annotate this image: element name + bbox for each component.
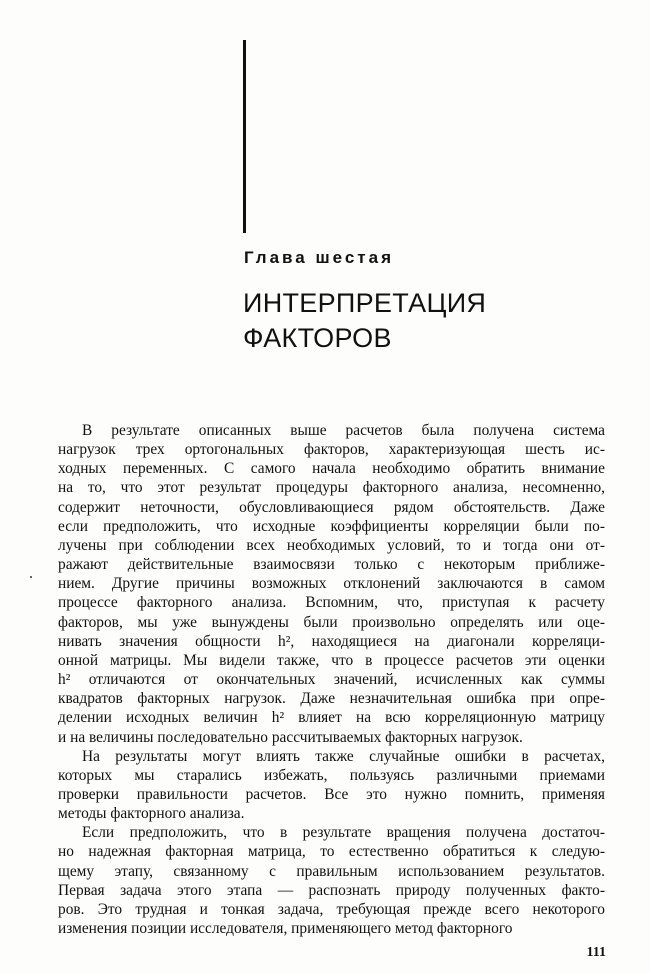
- text-line: ров. Это трудная и тонкая задача, требующая прежде всего некоторого: [58, 900, 605, 918]
- text-line: ражают действительные взаимосвязи только с некоторым приближе-: [58, 556, 605, 574]
- text-line: процессе факторного анализа. Вспомним, что, приступая к расчету: [58, 594, 605, 612]
- text-line: проверки правильности расчетов. Все это нужно помнить, применяя: [58, 785, 605, 803]
- text-line: но надежная факторная матрица, то естественно обратиться к следую-: [58, 843, 605, 861]
- text-line: лучены при соблюдении всех необходимых условий, то и тогда они от-: [58, 536, 605, 554]
- text-line: щему этапу, связанному с правильным использованием результатов.: [58, 862, 605, 880]
- chapter-vertical-rule: [243, 40, 246, 233]
- text-line: h² отличаются от окончательных значений, исчисленных как суммы: [58, 671, 605, 689]
- body-text: [58, 421, 605, 938]
- chapter-title: [243, 286, 486, 356]
- text-line: Первая задача этого этапа — распознать природу полученных факто-: [58, 881, 605, 899]
- paragraph: [58, 421, 605, 747]
- chapter-title-line: ФАКТОРОВ: [243, 323, 392, 353]
- chapter-label: Глава шестая: [244, 248, 395, 267]
- text-line: Если предположить, что в результате вращения получена достаточ-: [82, 824, 605, 842]
- text-line: на то, что этот результат процедуры факторного анализа, несомненно,: [58, 479, 605, 497]
- paragraph: [58, 823, 605, 938]
- text-line: На результаты могут влиять также случайные ошибки в расчетах,: [82, 747, 605, 765]
- text-line: нагрузок трех ортогональных факторов, характеризующая шесть ис-: [58, 441, 605, 459]
- text-line: В результате описанных выше расчетов была получена система: [82, 422, 605, 439]
- text-line: ходных переменных. С самого начала необходимо обратить внимание: [58, 460, 605, 478]
- text-line: если предположить, что исходные коэффициенты корреляции были по-: [58, 517, 605, 535]
- margin-mark: [30, 576, 32, 578]
- text-line: и на величины последовательно рассчитываемых факторных нагрузок.: [58, 728, 523, 746]
- text-line: методы факторного анализа.: [58, 805, 245, 823]
- text-line: содержит неточности, обусловливающиеся рядом обстоятельств. Даже: [58, 498, 605, 516]
- text-line: изменения позиции исследователя, применяющего метод факторного: [58, 920, 513, 938]
- text-line: онной матрицы. Мы видели также, что в процессе расчетов эти оценки: [58, 651, 605, 669]
- text-line: квадратов факторных нагрузок. Даже незначительная ошибка при опре-: [58, 690, 605, 708]
- paragraph: [58, 747, 605, 824]
- page-number: 111: [586, 945, 606, 960]
- chapter-title-line: ИНТЕРПРЕТАЦИЯ: [243, 288, 487, 318]
- text-line: делении исходных величин h² влияет на всю корреляционную матрицу: [58, 709, 605, 727]
- text-line: факторов, мы уже вынуждены были произвольно определять или оце-: [58, 613, 605, 631]
- text-line: нивать значения общности h², находящиеся на диагонали корреляци-: [58, 632, 605, 650]
- text-line: нием. Другие причины возможных отклонений заключаются в самом: [58, 575, 605, 593]
- text-line: которых мы старались избежать, пользуясь различными приемами: [58, 766, 605, 784]
